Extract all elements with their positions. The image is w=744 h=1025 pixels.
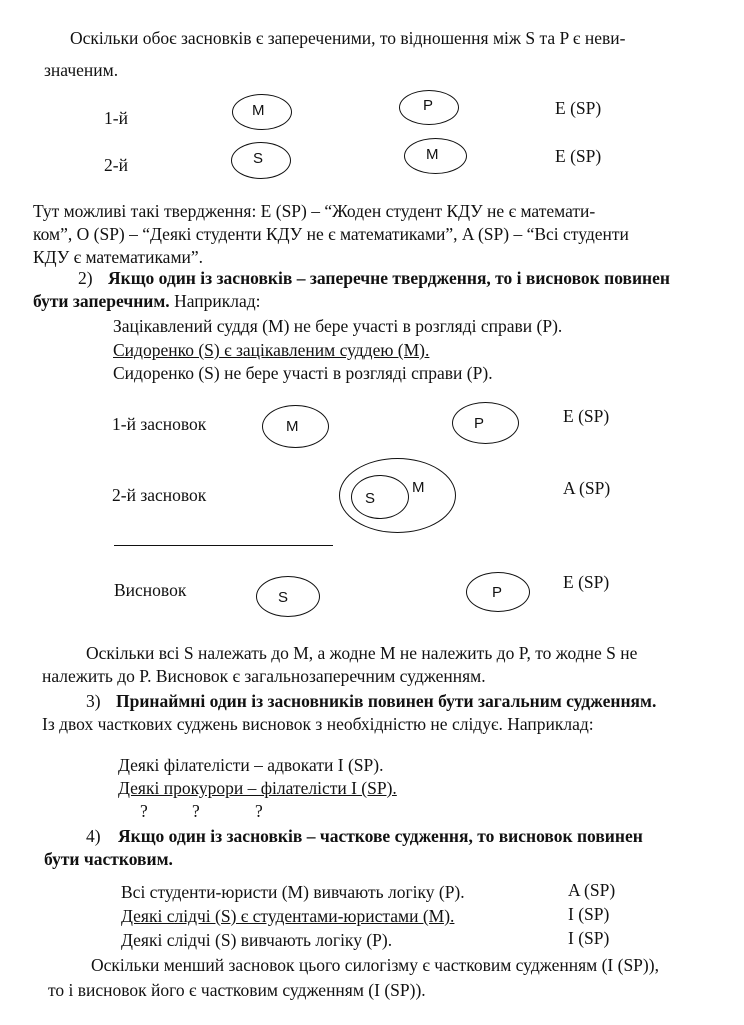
circle-m-label: M — [412, 479, 425, 496]
intro-line-2: значеним. — [44, 60, 119, 80]
rule4-example-1-type: A (SP) — [568, 880, 616, 900]
diagram1-row1-relation: E (SP) — [555, 98, 602, 118]
rule2-number: 2) — [78, 268, 93, 288]
rule2-heading-line-2 — [33, 291, 261, 311]
question-mark: ? — [255, 801, 263, 821]
circle-p-label: P — [423, 97, 434, 114]
rule4-example-2: Деякі слідчі (S) є студентами-юристами (M). — [121, 906, 455, 926]
statements-line-3: КДУ є математиками”. — [33, 247, 204, 267]
rule2-example-intro: Наприклад: — [174, 291, 261, 311]
divider-line — [114, 545, 333, 546]
rule4-example-1: Всі студенти-юристи (M) вивчають логіку (P). — [121, 882, 465, 902]
rule3-example-1: Деякі філателісти – адвокати I (SP). — [118, 755, 384, 775]
statements-line-2: ком”, O (SP) – “Деякі студенти КДУ не є математиками”, A (SP) – “Всі студенти — [33, 224, 629, 244]
diagram2-row1-label: 1-й засновок — [112, 414, 207, 434]
rule2-example-2: Сидоренко (S) є зацікавленим суддею (M). — [113, 340, 430, 360]
diagram1-row1-label: 1-й — [104, 108, 128, 128]
diagram1-row2-label: 2-й — [104, 155, 128, 175]
conclusion2-line-1: Оскільки всі S належать до M, а жодне M не належить до P, то жодне S не — [86, 643, 638, 663]
final-line-1: Оскільки менший засновок цього силогізму є частковим судженням (I (SP)), — [91, 955, 659, 975]
question-mark: ? — [140, 801, 148, 821]
conclusion2-line-2: належить до P. Висновок є загальнозаперечним судженням. — [42, 666, 486, 686]
rule2-heading-end: бути заперечним. — [33, 291, 170, 311]
diagram2-row3-relation: E (SP) — [563, 572, 610, 592]
rule2-example-1: Зацікавлений суддя (M) не бере участі в розгляді справи (P). — [113, 316, 563, 336]
question-mark: ? — [192, 801, 200, 821]
circle-m-label: M — [286, 418, 299, 435]
rule3-number: 3) — [86, 691, 101, 711]
rule4-heading-end: бути частковим. — [44, 849, 173, 869]
circle-s-label: S — [365, 490, 376, 507]
rule4-example-3-type: I (SP) — [568, 928, 610, 948]
rule4-heading: Якщо один із засновків – часткове судження, то висновок повинен — [118, 826, 643, 846]
rule2-heading: Якщо один із засновків – заперечне твердження, то і висновок повинен — [108, 268, 670, 288]
circle-m-label: M — [252, 102, 265, 119]
rule3-text: Із двох часткових суджень висновок з необхідністю не слідує. Наприклад: — [42, 714, 594, 734]
circle-p-label: P — [474, 415, 485, 432]
rule3-example-2: Деякі прокурори – філателісти I (SP). — [118, 778, 397, 798]
rule4-number: 4) — [86, 826, 101, 846]
rule2-example-3: Сидоренко (S) не бере участі в розгляді справи (P). — [113, 363, 493, 383]
circle-s-inner — [351, 475, 409, 519]
intro-line-1: Оскільки обоє засновків є запереченими, то відношення між S та P є неви- — [70, 28, 626, 48]
circle-p — [452, 402, 519, 444]
diagram2-row1-relation: E (SP) — [563, 406, 610, 426]
diagram2-row2-relation: A (SP) — [563, 478, 611, 498]
circle-p-label: P — [492, 584, 503, 601]
circle-s-label: S — [253, 150, 264, 167]
rule4-example-3: Деякі слідчі (S) вивчають логіку (P). — [121, 930, 393, 950]
circle-s-label: S — [278, 589, 289, 606]
rule4-example-2-type: I (SP) — [568, 904, 610, 924]
circle-m-label: M — [426, 146, 439, 163]
diagram2-row3-label: Висновок — [114, 580, 187, 600]
statements-line-1: Тут можливі такі твердження: E (SP) – “Жоден студент КДУ не є математи- — [33, 201, 596, 221]
diagram1-row2-relation: E (SP) — [555, 146, 602, 166]
diagram2-row2-label: 2-й засновок — [112, 485, 207, 505]
rule3-heading: Принаймні один із засновників повинен бути загальним судженням. — [116, 691, 657, 711]
final-line-2: то і висновок його є частковим судженням (I (SP)). — [48, 980, 426, 1000]
